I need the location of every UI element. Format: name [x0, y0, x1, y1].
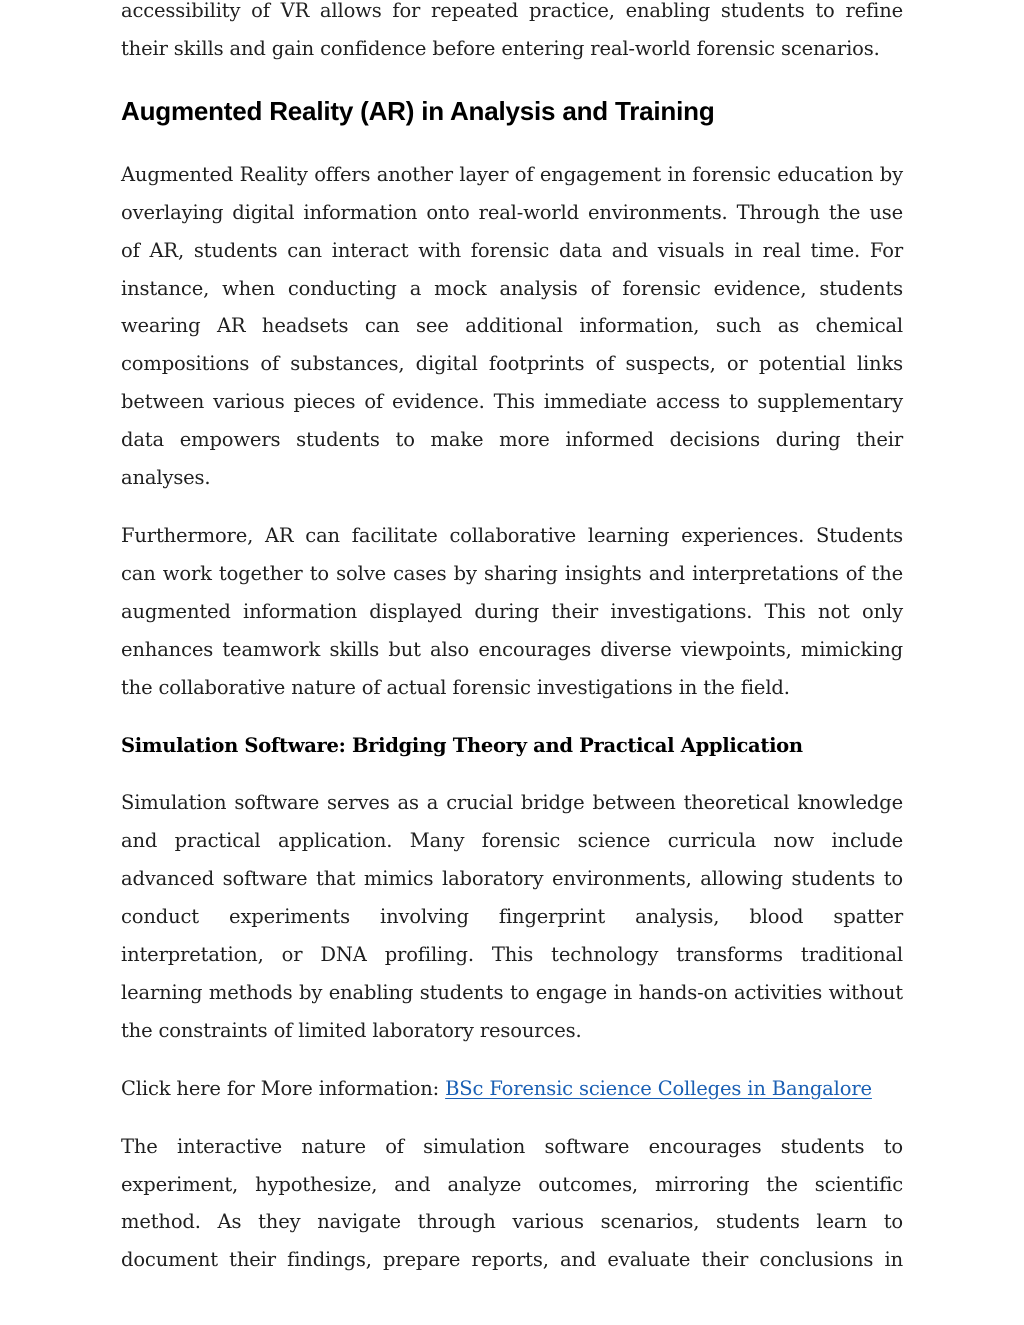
- ar-section-heading: Augmented Reality (AR) in Analysis and Training: [121, 95, 715, 126]
- simulation-section-heading: Simulation Software: Bridging Theory and Practical Application: [121, 733, 803, 757]
- simulation-paragraph-1: Simulation software serves as a crucial bridge between theoretical knowledge and practical application. Many forensic science curricula now include advanced software that mimics laboratory environments, allowing students to conduct experiments involving fingerprint analysis, blood spatter interpretation, or DNA profiling. This technology transforms traditional learning methods by enabling students to engage in hands-on activities without the constraints of limited laboratory resources.: [121, 791, 903, 1042]
- more-info-label: Click here for More information:: [121, 1076, 446, 1100]
- document-page: [121, 0, 903, 1279]
- ar-paragraph-1: Augmented Reality offers another layer of engagement in forensic education by overlaying digital information onto real-world environments. Through the use of AR, students can interact with forensic data and visuals in real time. For instance, when conducting a mock analysis of forensic evidence, students wearing AR headsets can see additional information, such as chemical compositions of substances, digital footprints of suspects, or potential links between various pieces of evidence. This immediate access to supplementary data empowers students to make more informed decisions during their analyses.: [121, 162, 903, 490]
- more-info-line: [121, 1070, 903, 1108]
- ar-paragraph-2: Furthermore, AR can facilitate collaborative learning experiences. Students can work together to solve cases by sharing insights and interpretations of the augmented information displayed during their investigations. This not only enhances teamwork skills but also encourages diverse viewpoints, mimicking the collaborative nature of actual forensic investigations in the field.: [121, 523, 903, 699]
- intro-paragraph: accessibility of VR allows for repeated practice, enabling students to refine their skills and gain confidence before entering real-world forensic scenarios.: [121, 0, 903, 60]
- forensic-colleges-link[interactable]: BSc Forensic science Colleges in Bangalore: [445, 1076, 872, 1100]
- simulation-paragraph-2: The interactive nature of simulation software encourages students to experiment, hypothesize, and analyze outcomes, mirroring the scientific method. As they navigate through various scenarios, students learn to document their findings, prepare reports, and evaluate their conclusions in: [121, 1134, 903, 1272]
